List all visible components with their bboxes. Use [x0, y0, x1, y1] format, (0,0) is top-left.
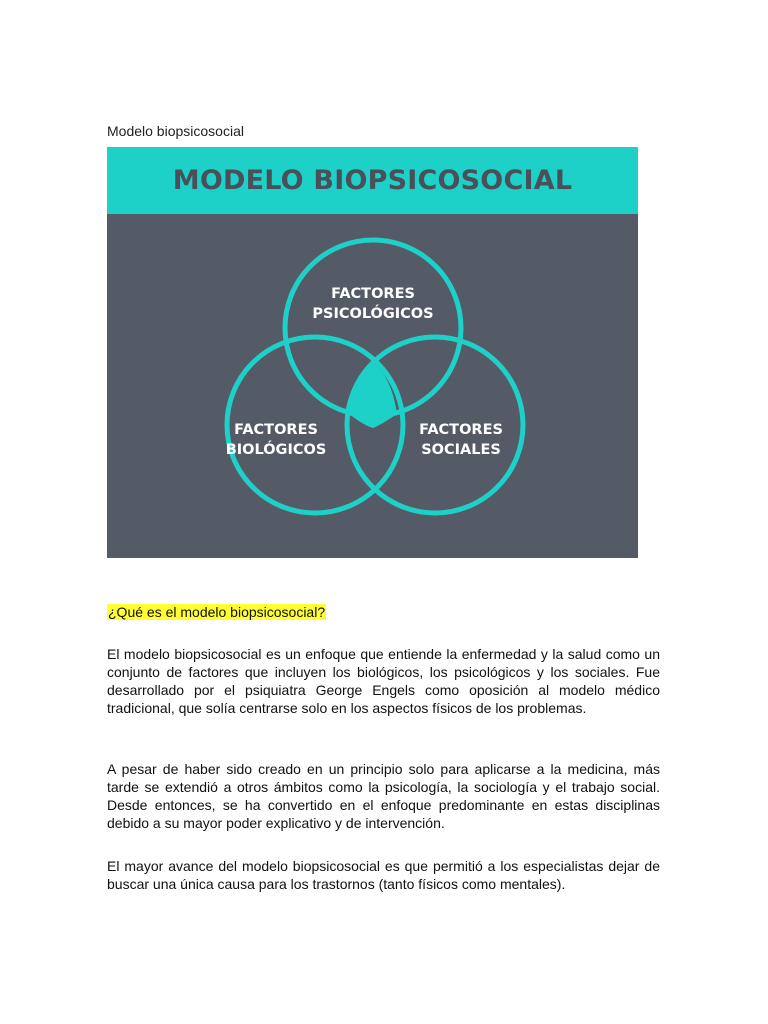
paragraph-3: El mayor avance del modelo biopsicosocial es que permitió a los especialistas dejar de buscar una única causa para los trastornos (tanto físicos como mentales). — [107, 858, 660, 892]
label-biological-line2: BIOLÓGICOS — [225, 442, 327, 458]
venn-diagram — [107, 214, 638, 558]
biopsychosocial-figure — [107, 147, 638, 558]
label-psychological-line1: FACTORES — [331, 286, 415, 302]
label-biological-line1: FACTORES — [234, 422, 318, 438]
figure-header-title: MODELO BIOPSICOSOCIAL — [172, 165, 573, 196]
paragraph-2: A pesar de haber sido creado en un principio solo para aplicarse a la medicina, más tarde se extendió a otros ámbitos como la psicología, la sociología y el trabajo social. Desde entonces, se ha convertido en el enfoque predominante en estas disciplinas debido a su mayor poder explicativo y de intervención. — [107, 761, 660, 831]
label-social-line2: SOCIALES — [421, 442, 501, 458]
label-social-line1: FACTORES — [419, 422, 503, 438]
paragraph-1: El modelo biopsicosocial es un enfoque que entiende la enfermedad y la salud como un conjunto de factores que incluyen los biológicos, los psicológicos y los sociales. Fue desarrollado por el psiquiatra George Engels como oposición al modelo médico tradicional, que solía centrarse solo en los aspectos físicos de los problemas. — [107, 646, 660, 716]
section-heading-highlighted: ¿Qué es el modelo biopsicosocial? — [108, 604, 326, 620]
document-title: Modelo biopsicosocial — [107, 123, 244, 139]
label-psychological-line2: PSICOLÓGICOS — [312, 306, 434, 322]
